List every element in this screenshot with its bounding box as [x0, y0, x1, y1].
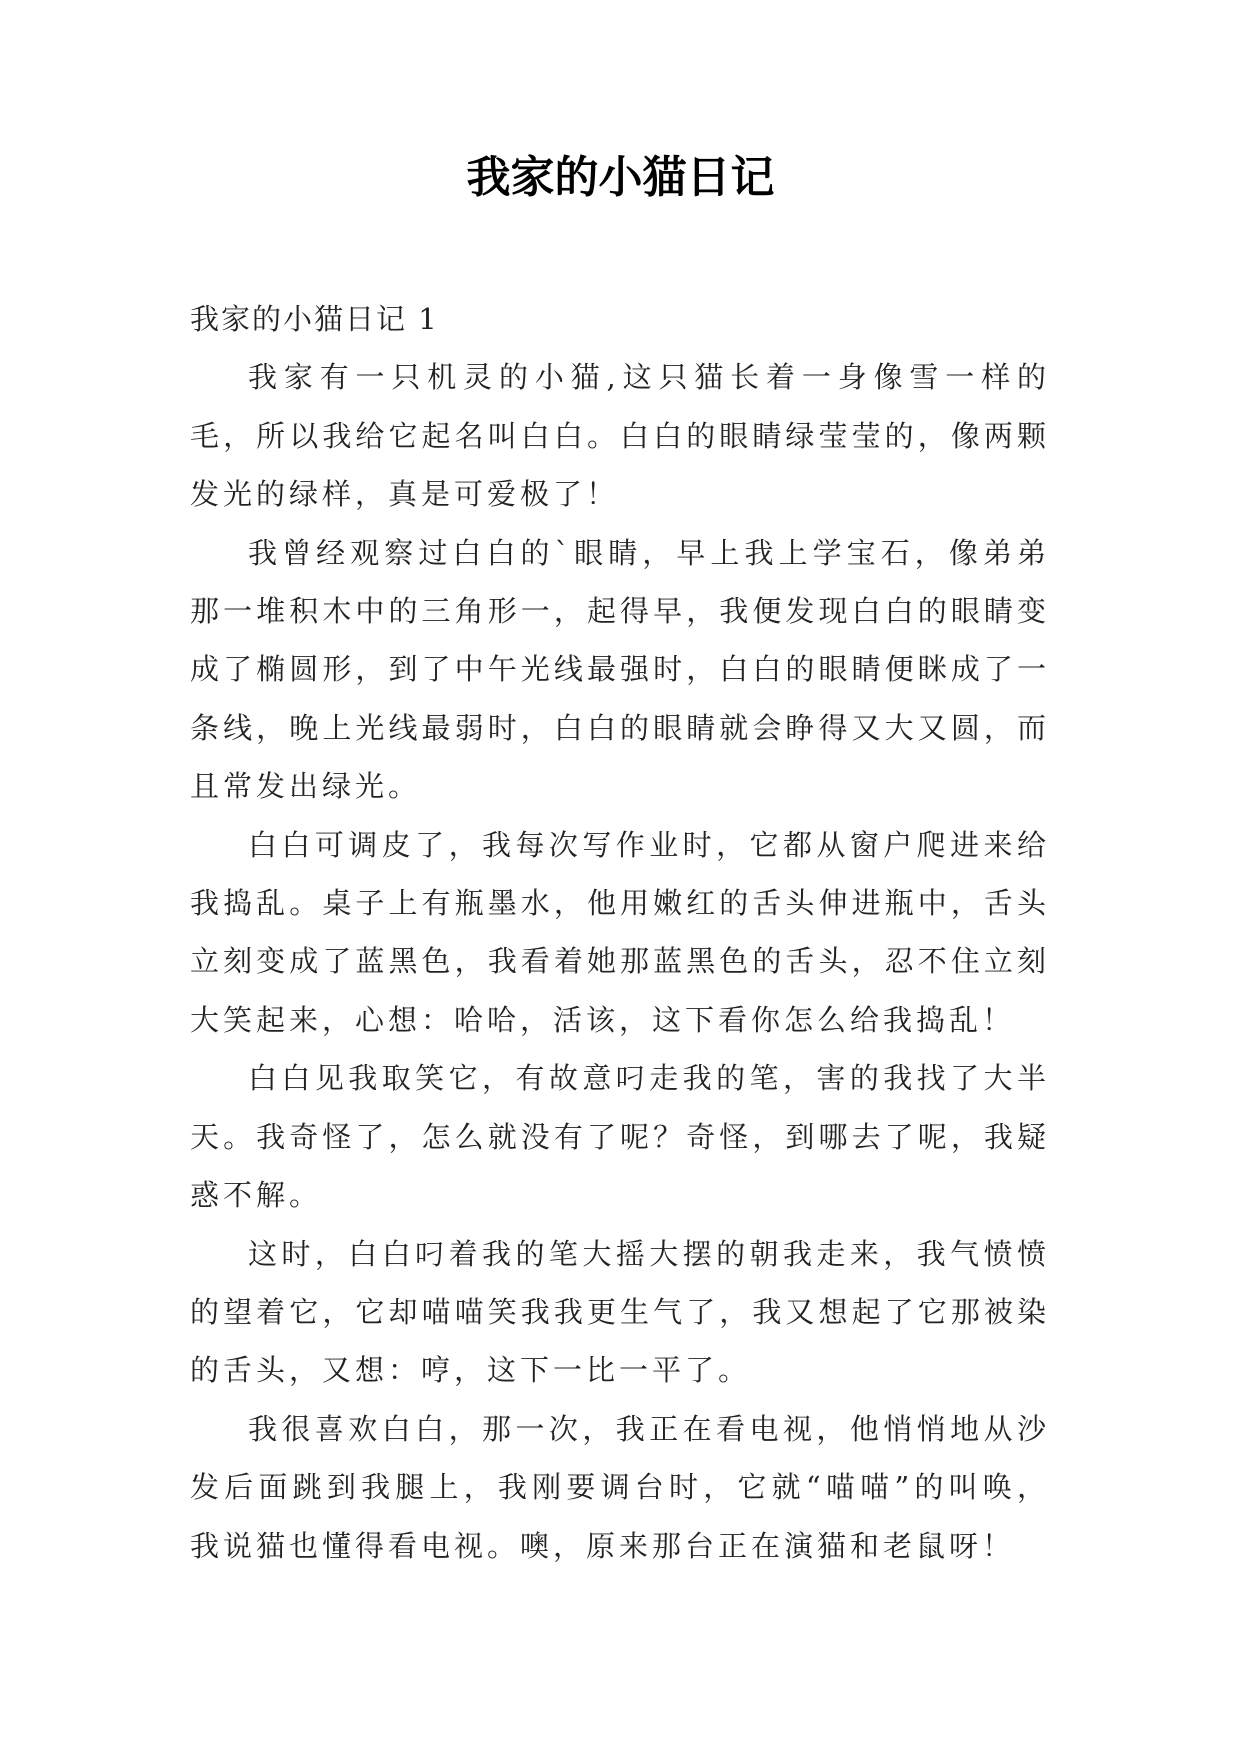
- document-title: 我家的小猫日记: [466, 152, 775, 203]
- paragraph-3: 白白可调皮了，我每次写作业时，它都从窗户爬进来给我捣乱。桌子上有瓶墨水，他用嫩红的舌头伸进瓶中，舌头立刻变成了蓝黑色，我看着她那蓝黑色的舌头，忍不住立刻大笑起来，心想：哈哈，活该，这下看你怎么给我捣乱！: [190, 827, 1050, 1037]
- paragraph-6: 我很喜欢白白，那一次，我正在看电视，他悄悄地从沙发后面跳到我腿上，我刚要调台时，它就“喵喵”的叫唤，我说猫也懂得看电视。噢，原来那台正在演猫和老鼠呀！: [190, 1411, 1050, 1563]
- section-heading: 我家的小猫日记 1: [190, 302, 439, 336]
- paragraph-1: 我家有一只机灵的小猫,这只猫长着一身像雪一样的毛，所以我给它起名叫白白。白白的眼睛绿莹莹的，像两颗发光的绿样，真是可爱极了！: [190, 360, 1050, 512]
- paragraph-4: 白白见我取笑它，有故意叼走我的笔，害的我找了大半天。我奇怪了，怎么就没有了呢？奇怪，到哪去了呢，我疑惑不解。: [190, 1061, 1050, 1213]
- document-body: [190, 290, 1050, 1575]
- paragraph-5: 这时，白白叼着我的笔大摇大摆的朝我走来，我气愤愤的望着它，它却喵喵笑我我更生气了，我又想起了它那被染的舌头，又想：哼，这下一比一平了。: [190, 1236, 1050, 1388]
- paragraph-2: 我曾经观察过白白的`眼睛，早上我上学宝石，像弟弟那一堆积木中的三角形一，起得早，我便发现白白的眼睛变成了椭圆形，到了中午光线最强时，白白的眼睛便眯成了一条线，晚上光线最弱时，白白的眼睛就会睁得又大又圆，而且常发出绿光。: [190, 535, 1050, 804]
